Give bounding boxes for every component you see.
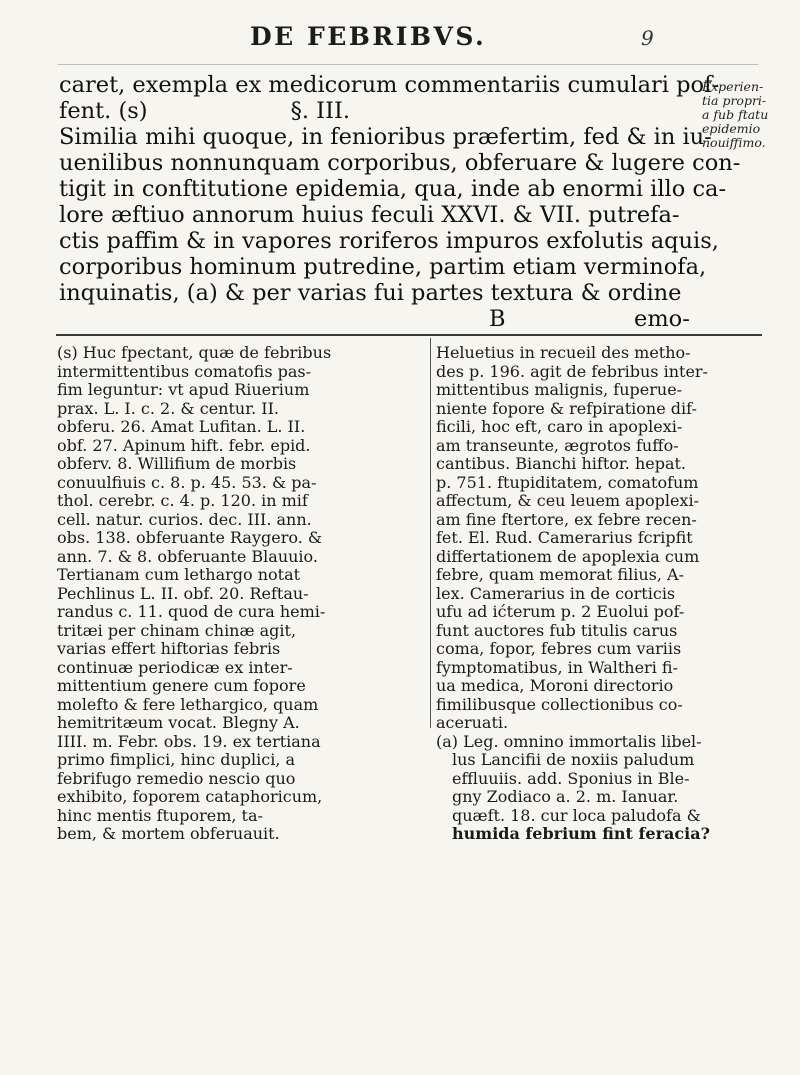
footnote-line: varias effert hiftorias febris [57,639,281,658]
main-text-line: inquinatis, (a) & per varias fui partes textura & ordine [59,280,682,306]
footnote-line: IIII. m. Febr. obs. 19. ex tertiana [57,731,321,751]
footnote-line: (s) Huc fpectant, quæ de febribus [57,343,332,362]
footnote-line: am transeunte, ægrotos fuffo- [436,435,679,455]
footnote-line: (a) Leg. omnino immortalis libel- [436,731,702,751]
footnote-line: humida febrium fint feracia? [452,824,710,843]
footnote-line: ufu ad ićterum p. 2 Euolui pof- [436,602,685,621]
footnote-line: tritæi per chinam chinæ agit, [57,620,297,640]
signature-row [59,306,699,332]
header-rule [58,64,758,65]
marginal-note-line: a fub ftatu [702,107,769,122]
footnote-line: exhibito, foporem cataphoricum, [57,787,323,806]
footnote-line: fim leguntur: vt apud Riuerium [57,380,310,399]
footnote-line: randus c. 11. quod de cura hemi- [57,602,326,621]
footnote-line: prax. L. I. c. 2. & centur. II. [57,398,279,418]
running-header [0,14,800,64]
main-text-line: ctis paffim & in vapores roriferos impuros exfolutis aquis, [59,228,719,254]
footnote-line: febrifugo remedio nescio quo [57,768,296,788]
footnote-line: coma, fopor, febres cum variis [436,639,682,658]
footnote-line: fet. El. Rud. Camerarius fcripfit [436,528,693,547]
marginal-note-line: epidemio [702,121,761,136]
footnote-line: hinc mentis ftuporem, ta- [57,805,263,825]
column-rule [430,338,431,728]
marginal-note [702,80,800,150]
footnote-line: hemitritæum vocat. Blegny A. [57,713,300,732]
footnote-line: cantibus. Bianchi hiftor. hepat. [436,454,687,473]
footnote-line: obs. 138. obferuante Raygero. & [57,528,323,547]
footnote-line: p. 751. ftupiditatem, comatofum [436,472,699,492]
footnote-line: bem, & mortem obferuauit. [57,824,280,843]
footnote-line: conuulfiuis c. 8. p. 45. 53. & pa- [57,472,317,492]
footnote-line: ann. 7. & 8. obferuante Blauuio. [57,546,318,566]
main-text-line: Similia mihi quoque, in fenioribus præfertim, fed & in iu- [59,124,712,150]
main-text-line: corporibus hominum putredine, partim etiam verminofa, [59,254,707,280]
footnote-line: mittentibus malignis, fuperue- [436,380,683,399]
running-title: DE FEBRIBVS. [250,22,487,51]
footnote-line: effluuiis. add. Sponius in Ble- [452,768,690,788]
footnote-rule [56,334,762,336]
main-text-line: caret, exempla ex medicorum commentariis cumulari pof- [59,72,720,98]
footnote-line: fimilibusque collectionibus co- [436,694,683,714]
main-text-line: tigit in conftitutione epidemia, qua, inde ab enormi illo ca- [59,176,727,202]
page-number: 9 [641,26,654,50]
footnote-line: Heluetius in recueil des metho- [436,343,691,362]
marginal-note-line: Experien- [702,79,764,94]
main-text-line: lore æftiuo annorum huius feculi XXVI. & VII. putrefa- [59,202,680,228]
footnote-line: mittentium genere cum fopore [57,676,306,695]
footnote-line: quæft. 18. cur loca paludofa & [452,805,701,825]
main-text-line: uenilibus nonnunquam corporibus, obferuare & lugere con- [59,150,741,176]
footnote-line: affectum, & ceu leuem apoplexi- [436,491,699,510]
footnote-line: aceruati. [436,713,509,732]
footnote-line: lex. Camerarius in de corticis [436,583,676,603]
marginal-note-line: tia propri- [702,93,767,108]
footnote-line: am fine ftertore, ex febre recen- [436,509,697,529]
footnote-line: cell. natur. curios. dec. III. ann. [57,509,312,529]
footnote-line: intermittentibus comatofis pas- [57,361,312,381]
footnote-line: ficili, hoc eft, caro in apoplexi- [436,417,683,436]
catchword: emo- [634,306,690,332]
footnote-line: funt auctores fub titulis carus [436,620,678,640]
footnote-line: febre, quam memorat filius, A- [436,565,684,584]
footnote-line: Pechlinus L. II. obf. 20. Reftau- [57,583,309,603]
footnote-line: obferu. 26. Amat Lufitan. L. II. [57,417,306,436]
footnote-line: niente fopore & refpiratione dif- [436,398,697,418]
footnote-line: des p. 196. agit de febribus inter- [436,361,708,381]
gathering-signature: B [489,306,506,332]
footnote-line: gny Zodiaco a. 2. m. Ianuar. [452,787,679,806]
footnote-line: fymptomatibus, in Waltheri fi- [436,657,678,677]
footnote-line: lus Lancifii de noxiis paludum [452,750,695,769]
footnote-line: obf. 27. Apinum hift. febr. epid. [57,435,311,455]
footnotes-left-column [57,344,427,844]
footnote-line: differtationem de apoplexia cum [436,546,700,566]
footnotes-right-column [436,344,766,844]
footnote-line: Tertianam cum lethargo notat [57,565,301,584]
footnote-line: obferv. 8. Willifium de morbis [57,454,297,473]
main-text-line: fent. (s) §. III. [59,98,350,124]
marginal-note-line: nouiffimo. [702,135,766,150]
footnote-line: molefto & fere lethargico, quam [57,694,319,714]
footnote-line: ua medica, Moroni directorio [436,676,674,695]
footnote-line: thol. cerebr. c. 4. p. 120. in mif [57,491,308,510]
footnote-line: continuæ periodicæ ex inter- [57,657,293,677]
footnote-line: primo fimplici, hinc duplici, a [57,750,296,769]
